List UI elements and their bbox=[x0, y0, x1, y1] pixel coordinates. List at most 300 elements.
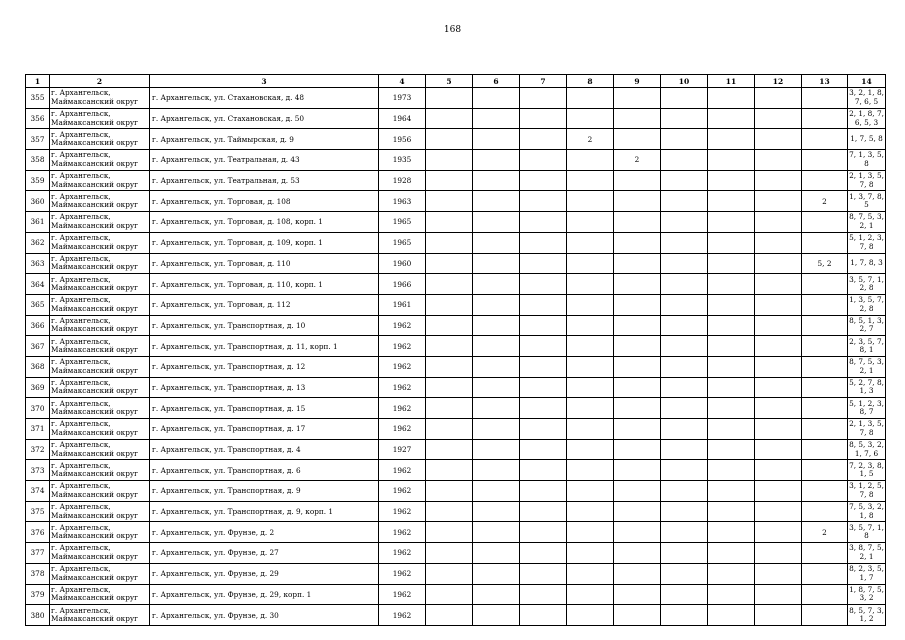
column-header: 10 bbox=[661, 75, 708, 88]
value-cell-c8 bbox=[567, 356, 614, 377]
value-cell-c13 bbox=[802, 377, 848, 398]
district-cell bbox=[50, 439, 150, 460]
district-cell bbox=[50, 170, 150, 191]
value-cell-c8 bbox=[567, 315, 614, 336]
value-cell-c12 bbox=[755, 439, 802, 460]
row-number-cell: 379 bbox=[26, 584, 50, 605]
value-cell-c7 bbox=[520, 356, 567, 377]
value-cell-c9 bbox=[614, 336, 661, 357]
district-city: г. Архангельск, bbox=[51, 522, 111, 532]
row-number-cell: 372 bbox=[26, 439, 50, 460]
address-cell: г. Архангельск, ул. Фрунзе, д. 29 bbox=[150, 563, 379, 584]
district-name: Маймаксанский округ bbox=[51, 262, 139, 272]
sequence-cell: 2, 1, 3, 5, 7, 8 bbox=[848, 419, 886, 440]
district-name: Маймаксанский округ bbox=[51, 572, 139, 582]
address-cell: г. Архангельск, ул. Торговая, д. 109, корп. 1 bbox=[150, 232, 379, 253]
sequence-cell: 3, 1, 2, 5, 7, 8 bbox=[848, 481, 886, 502]
value-cell-c9 bbox=[614, 605, 661, 626]
value-cell-c8 bbox=[567, 274, 614, 295]
district-cell bbox=[50, 522, 150, 543]
address-cell: г. Архангельск, ул. Театральная, д. 53 bbox=[150, 170, 379, 191]
value-cell-c9 bbox=[614, 108, 661, 129]
value-cell-c13: 2 bbox=[802, 522, 848, 543]
district-city: г. Архангельск, bbox=[51, 605, 111, 615]
value-cell-c8 bbox=[567, 88, 614, 109]
district-city: г. Архангельск, bbox=[51, 88, 111, 98]
value-cell-c7 bbox=[520, 605, 567, 626]
district-city: г. Архангельск, bbox=[51, 502, 111, 512]
value-cell-c10 bbox=[661, 232, 708, 253]
value-cell-c8 bbox=[567, 563, 614, 584]
district-name: Маймаксанский округ bbox=[51, 345, 139, 355]
district-name: Маймаксанский округ bbox=[51, 386, 139, 396]
value-cell-c12 bbox=[755, 108, 802, 129]
value-cell-c12 bbox=[755, 212, 802, 233]
value-cell-c10 bbox=[661, 481, 708, 502]
value-cell-c10 bbox=[661, 129, 708, 150]
year-cell: 1928 bbox=[379, 170, 426, 191]
table-row bbox=[26, 543, 886, 564]
value-cell-c12 bbox=[755, 150, 802, 171]
value-cell-c11 bbox=[708, 543, 755, 564]
value-cell-c12 bbox=[755, 315, 802, 336]
year-cell: 1927 bbox=[379, 439, 426, 460]
value-cell-c11 bbox=[708, 584, 755, 605]
value-cell-c11 bbox=[708, 108, 755, 129]
value-cell-c11 bbox=[708, 294, 755, 315]
value-cell-c9 bbox=[614, 460, 661, 481]
row-number-cell: 357 bbox=[26, 129, 50, 150]
row-number-cell: 364 bbox=[26, 274, 50, 295]
district-cell bbox=[50, 460, 150, 481]
value-cell-c10 bbox=[661, 460, 708, 481]
value-cell-c11 bbox=[708, 315, 755, 336]
year-cell: 1964 bbox=[379, 108, 426, 129]
column-header: 9 bbox=[614, 75, 661, 88]
row-number-cell: 367 bbox=[26, 336, 50, 357]
address-cell: г. Архангельск, ул. Стахановская, д. 48 bbox=[150, 88, 379, 109]
value-cell-c10 bbox=[661, 212, 708, 233]
value-cell-c7 bbox=[520, 191, 567, 212]
value-cell-c7 bbox=[520, 398, 567, 419]
sequence-cell: 1, 8, 7, 5, 3, 2 bbox=[848, 584, 886, 605]
value-cell-c11 bbox=[708, 212, 755, 233]
value-cell-c7 bbox=[520, 584, 567, 605]
row-number-cell: 370 bbox=[26, 398, 50, 419]
value-cell-c10 bbox=[661, 398, 708, 419]
value-cell-c9 bbox=[614, 563, 661, 584]
row-number-cell: 371 bbox=[26, 419, 50, 440]
district-city: г. Архангельск, bbox=[51, 481, 111, 491]
value-cell-c12 bbox=[755, 543, 802, 564]
district-name: Маймаксанский округ bbox=[51, 324, 139, 334]
value-cell-c5 bbox=[426, 315, 473, 336]
value-cell-c11 bbox=[708, 88, 755, 109]
table-row bbox=[26, 419, 886, 440]
value-cell-c8 bbox=[567, 543, 614, 564]
value-cell-c8 bbox=[567, 377, 614, 398]
address-cell: г. Архангельск, ул. Торговая, д. 110, корп. 1 bbox=[150, 274, 379, 295]
column-header: 2 bbox=[50, 75, 150, 88]
row-number-cell: 378 bbox=[26, 563, 50, 584]
value-cell-c10 bbox=[661, 170, 708, 191]
value-cell-c12 bbox=[755, 481, 802, 502]
value-cell-c11 bbox=[708, 398, 755, 419]
sequence-cell: 8, 5, 7, 3, 1, 2 bbox=[848, 605, 886, 626]
sequence-cell: 2, 3, 5, 7, 8, 1 bbox=[848, 336, 886, 357]
value-cell-c12 bbox=[755, 336, 802, 357]
value-cell-c6 bbox=[473, 605, 520, 626]
district-name: Маймаксанский округ bbox=[51, 138, 139, 148]
row-number-cell: 366 bbox=[26, 315, 50, 336]
district-cell bbox=[50, 129, 150, 150]
sequence-cell: 3, 5, 7, 1, 2, 8 bbox=[848, 274, 886, 295]
district-cell bbox=[50, 191, 150, 212]
value-cell-c13 bbox=[802, 543, 848, 564]
value-cell-c5 bbox=[426, 150, 473, 171]
value-cell-c9 bbox=[614, 191, 661, 212]
value-cell-c13 bbox=[802, 605, 848, 626]
district-cell bbox=[50, 294, 150, 315]
year-cell: 1965 bbox=[379, 212, 426, 233]
district-city: г. Архангельск, bbox=[51, 440, 111, 450]
value-cell-c13 bbox=[802, 419, 848, 440]
value-cell-c6 bbox=[473, 274, 520, 295]
value-cell-c8 bbox=[567, 501, 614, 522]
value-cell-c8 bbox=[567, 170, 614, 191]
value-cell-c12 bbox=[755, 294, 802, 315]
column-header: 3 bbox=[150, 75, 379, 88]
value-cell-c12 bbox=[755, 129, 802, 150]
table-row bbox=[26, 522, 886, 543]
value-cell-c12 bbox=[755, 563, 802, 584]
district-name: Маймаксанский округ bbox=[51, 614, 139, 624]
address-cell: г. Архангельск, ул. Транспортная, д. 9 bbox=[150, 481, 379, 502]
district-name: Маймаксанский округ bbox=[51, 220, 139, 230]
value-cell-c13 bbox=[802, 336, 848, 357]
value-cell-c11 bbox=[708, 191, 755, 212]
value-cell-c6 bbox=[473, 129, 520, 150]
value-cell-c6 bbox=[473, 191, 520, 212]
value-cell-c10 bbox=[661, 108, 708, 129]
value-cell-c7 bbox=[520, 232, 567, 253]
value-cell-c5 bbox=[426, 274, 473, 295]
row-number-cell: 358 bbox=[26, 150, 50, 171]
value-cell-c7 bbox=[520, 563, 567, 584]
value-cell-c8 bbox=[567, 336, 614, 357]
value-cell-c7 bbox=[520, 419, 567, 440]
value-cell-c11 bbox=[708, 522, 755, 543]
year-cell: 1962 bbox=[379, 336, 426, 357]
value-cell-c5 bbox=[426, 191, 473, 212]
district-cell bbox=[50, 501, 150, 522]
value-cell-c12 bbox=[755, 460, 802, 481]
value-cell-c6 bbox=[473, 336, 520, 357]
value-cell-c13 bbox=[802, 356, 848, 377]
year-cell: 1935 bbox=[379, 150, 426, 171]
district-cell bbox=[50, 212, 150, 233]
value-cell-c11 bbox=[708, 356, 755, 377]
district-cell bbox=[50, 356, 150, 377]
value-cell-c8 bbox=[567, 253, 614, 274]
address-cell: г. Архангельск, ул. Транспортная, д. 9, корп. 1 bbox=[150, 501, 379, 522]
value-cell-c6 bbox=[473, 481, 520, 502]
value-cell-c13 bbox=[802, 315, 848, 336]
table-row bbox=[26, 439, 886, 460]
value-cell-c6 bbox=[473, 356, 520, 377]
district-name: Маймаксанский округ bbox=[51, 158, 139, 168]
row-number-cell: 363 bbox=[26, 253, 50, 274]
value-cell-c11 bbox=[708, 605, 755, 626]
value-cell-c10 bbox=[661, 563, 708, 584]
year-cell: 1962 bbox=[379, 481, 426, 502]
row-number-cell: 377 bbox=[26, 543, 50, 564]
district-city: г. Архангельск, bbox=[51, 150, 111, 160]
district-cell bbox=[50, 419, 150, 440]
year-cell: 1962 bbox=[379, 356, 426, 377]
district-city: г. Архангельск, bbox=[51, 336, 111, 346]
address-cell: г. Архангельск, ул. Транспортная, д. 12 bbox=[150, 356, 379, 377]
value-cell-c6 bbox=[473, 398, 520, 419]
value-cell-c7 bbox=[520, 253, 567, 274]
district-name: Маймаксанский округ bbox=[51, 117, 139, 127]
table-row bbox=[26, 274, 886, 295]
year-cell: 1962 bbox=[379, 398, 426, 419]
table-row bbox=[26, 315, 886, 336]
district-cell bbox=[50, 88, 150, 109]
district-cell bbox=[50, 315, 150, 336]
column-header: 11 bbox=[708, 75, 755, 88]
row-number-cell: 356 bbox=[26, 108, 50, 129]
housing-register-table bbox=[25, 74, 886, 626]
value-cell-c8 bbox=[567, 605, 614, 626]
column-header: 13 bbox=[802, 75, 848, 88]
address-cell: г. Архангельск, ул. Транспортная, д. 15 bbox=[150, 398, 379, 419]
value-cell-c6 bbox=[473, 88, 520, 109]
value-cell-c7 bbox=[520, 129, 567, 150]
table-row bbox=[26, 170, 886, 191]
district-name: Маймаксанский округ bbox=[51, 448, 139, 458]
value-cell-c11 bbox=[708, 481, 755, 502]
value-cell-c6 bbox=[473, 150, 520, 171]
value-cell-c10 bbox=[661, 191, 708, 212]
value-cell-c6 bbox=[473, 212, 520, 233]
value-cell-c5 bbox=[426, 563, 473, 584]
value-cell-c5 bbox=[426, 481, 473, 502]
value-cell-c13 bbox=[802, 294, 848, 315]
value-cell-c6 bbox=[473, 563, 520, 584]
value-cell-c5 bbox=[426, 501, 473, 522]
value-cell-c13 bbox=[802, 460, 848, 481]
row-number-cell: 360 bbox=[26, 191, 50, 212]
year-cell: 1973 bbox=[379, 88, 426, 109]
district-city: г. Архангельск, bbox=[51, 460, 111, 470]
value-cell-c8 bbox=[567, 212, 614, 233]
value-cell-c8 bbox=[567, 232, 614, 253]
column-header: 7 bbox=[520, 75, 567, 88]
district-name: Маймаксанский округ bbox=[51, 407, 139, 417]
year-cell: 1962 bbox=[379, 543, 426, 564]
value-cell-c9 bbox=[614, 232, 661, 253]
value-cell-c10 bbox=[661, 522, 708, 543]
address-cell: г. Архангельск, ул. Фрунзе, д. 2 bbox=[150, 522, 379, 543]
value-cell-c6 bbox=[473, 460, 520, 481]
value-cell-c11 bbox=[708, 232, 755, 253]
value-cell-c9 bbox=[614, 212, 661, 233]
column-header: 8 bbox=[567, 75, 614, 88]
column-header: 5 bbox=[426, 75, 473, 88]
sequence-cell: 2, 1, 8, 7, 6, 5, 3 bbox=[848, 108, 886, 129]
district-city: г. Архангельск, bbox=[51, 233, 111, 243]
district-name: Маймаксанский округ bbox=[51, 531, 139, 541]
value-cell-c9 bbox=[614, 129, 661, 150]
value-cell-c11 bbox=[708, 419, 755, 440]
value-cell-c13 bbox=[802, 212, 848, 233]
value-cell-c6 bbox=[473, 439, 520, 460]
value-cell-c7 bbox=[520, 481, 567, 502]
value-cell-c6 bbox=[473, 294, 520, 315]
value-cell-c8 bbox=[567, 481, 614, 502]
district-city: г. Архангельск, bbox=[51, 564, 111, 574]
district-cell bbox=[50, 232, 150, 253]
sequence-cell: 8, 7, 5, 3, 2, 1 bbox=[848, 212, 886, 233]
table-row bbox=[26, 129, 886, 150]
row-number-cell: 374 bbox=[26, 481, 50, 502]
row-number-cell: 375 bbox=[26, 501, 50, 522]
value-cell-c8 bbox=[567, 294, 614, 315]
year-cell: 1961 bbox=[379, 294, 426, 315]
table-row bbox=[26, 584, 886, 605]
value-cell-c12 bbox=[755, 191, 802, 212]
address-cell: г. Архангельск, ул. Транспортная, д. 11, корп. 1 bbox=[150, 336, 379, 357]
value-cell-c13 bbox=[802, 274, 848, 295]
value-cell-c11 bbox=[708, 150, 755, 171]
value-cell-c13 bbox=[802, 398, 848, 419]
value-cell-c5 bbox=[426, 398, 473, 419]
value-cell-c9 bbox=[614, 584, 661, 605]
table-row bbox=[26, 460, 886, 481]
district-name: Маймаксанский округ bbox=[51, 593, 139, 603]
district-name: Маймаксанский округ bbox=[51, 200, 139, 210]
year-cell: 1962 bbox=[379, 584, 426, 605]
district-name: Маймаксанский округ bbox=[51, 303, 139, 313]
value-cell-c11 bbox=[708, 563, 755, 584]
value-cell-c11 bbox=[708, 460, 755, 481]
district-cell bbox=[50, 605, 150, 626]
value-cell-c13 bbox=[802, 88, 848, 109]
sequence-cell: 8, 2, 3, 5, 1, 7 bbox=[848, 563, 886, 584]
district-city: г. Архангельск, bbox=[51, 315, 111, 325]
district-name: Маймаксанский округ bbox=[51, 469, 139, 479]
value-cell-c6 bbox=[473, 377, 520, 398]
sequence-cell: 1, 3, 5, 7, 2, 8 bbox=[848, 294, 886, 315]
value-cell-c13 bbox=[802, 563, 848, 584]
district-cell bbox=[50, 563, 150, 584]
district-cell bbox=[50, 274, 150, 295]
value-cell-c10 bbox=[661, 356, 708, 377]
column-header: 12 bbox=[755, 75, 802, 88]
value-cell-c7 bbox=[520, 315, 567, 336]
sequence-cell: 5, 2, 7, 8, 1, 3 bbox=[848, 377, 886, 398]
row-number-cell: 380 bbox=[26, 605, 50, 626]
value-cell-c10 bbox=[661, 150, 708, 171]
sequence-cell: 7, 1, 3, 5, 8 bbox=[848, 150, 886, 171]
value-cell-c10 bbox=[661, 336, 708, 357]
district-city: г. Архангельск, bbox=[51, 398, 111, 408]
column-header: 14 bbox=[848, 75, 886, 88]
value-cell-c9 bbox=[614, 543, 661, 564]
district-cell bbox=[50, 150, 150, 171]
value-cell-c10 bbox=[661, 315, 708, 336]
district-city: г. Архангельск, bbox=[51, 191, 111, 201]
value-cell-c8: 2 bbox=[567, 129, 614, 150]
district-cell bbox=[50, 584, 150, 605]
row-number-cell: 362 bbox=[26, 232, 50, 253]
value-cell-c11 bbox=[708, 274, 755, 295]
value-cell-c9 bbox=[614, 481, 661, 502]
sequence-cell: 5, 1, 2, 3, 8, 7 bbox=[848, 398, 886, 419]
address-cell: г. Архангельск, ул. Таймырская, д. 9 bbox=[150, 129, 379, 150]
district-cell bbox=[50, 481, 150, 502]
row-number-cell: 368 bbox=[26, 356, 50, 377]
value-cell-c13 bbox=[802, 439, 848, 460]
sequence-cell: 1, 3, 7, 8, 5 bbox=[848, 191, 886, 212]
district-city: г. Архангельск, bbox=[51, 129, 111, 139]
value-cell-c7 bbox=[520, 150, 567, 171]
value-cell-c11 bbox=[708, 439, 755, 460]
value-cell-c5 bbox=[426, 108, 473, 129]
value-cell-c7 bbox=[520, 336, 567, 357]
district-city: г. Архангельск, bbox=[51, 274, 111, 284]
address-cell: г. Архангельск, ул. Транспортная, д. 13 bbox=[150, 377, 379, 398]
table-row bbox=[26, 253, 886, 274]
year-cell: 1966 bbox=[379, 274, 426, 295]
value-cell-c13: 5, 2 bbox=[802, 253, 848, 274]
value-cell-c12 bbox=[755, 398, 802, 419]
district-name: Маймаксанский округ bbox=[51, 489, 139, 499]
value-cell-c8 bbox=[567, 191, 614, 212]
address-cell: г. Архангельск, ул. Фрунзе, д. 30 bbox=[150, 605, 379, 626]
value-cell-c10 bbox=[661, 88, 708, 109]
value-cell-c7 bbox=[520, 439, 567, 460]
row-number-cell: 365 bbox=[26, 294, 50, 315]
sequence-cell: 3, 8, 7, 5, 2, 1 bbox=[848, 543, 886, 564]
value-cell-c10 bbox=[661, 419, 708, 440]
value-cell-c5 bbox=[426, 253, 473, 274]
value-cell-c13 bbox=[802, 501, 848, 522]
sequence-cell: 8, 5, 1, 3, 2, 7 bbox=[848, 315, 886, 336]
value-cell-c9 bbox=[614, 88, 661, 109]
value-cell-c12 bbox=[755, 377, 802, 398]
value-cell-c11 bbox=[708, 501, 755, 522]
district-city: г. Архангельск, bbox=[51, 171, 111, 181]
value-cell-c13 bbox=[802, 108, 848, 129]
year-cell: 1962 bbox=[379, 605, 426, 626]
value-cell-c5 bbox=[426, 522, 473, 543]
table-row bbox=[26, 88, 886, 109]
value-cell-c5 bbox=[426, 129, 473, 150]
header-row bbox=[26, 75, 886, 88]
value-cell-c9 bbox=[614, 356, 661, 377]
address-cell: г. Архангельск, ул. Транспортная, д. 17 bbox=[150, 419, 379, 440]
table-row bbox=[26, 150, 886, 171]
value-cell-c13: 2 bbox=[802, 191, 848, 212]
value-cell-c10 bbox=[661, 253, 708, 274]
value-cell-c10 bbox=[661, 274, 708, 295]
address-cell: г. Архангельск, ул. Торговая, д. 108 bbox=[150, 191, 379, 212]
year-cell: 1962 bbox=[379, 377, 426, 398]
value-cell-c7 bbox=[520, 522, 567, 543]
